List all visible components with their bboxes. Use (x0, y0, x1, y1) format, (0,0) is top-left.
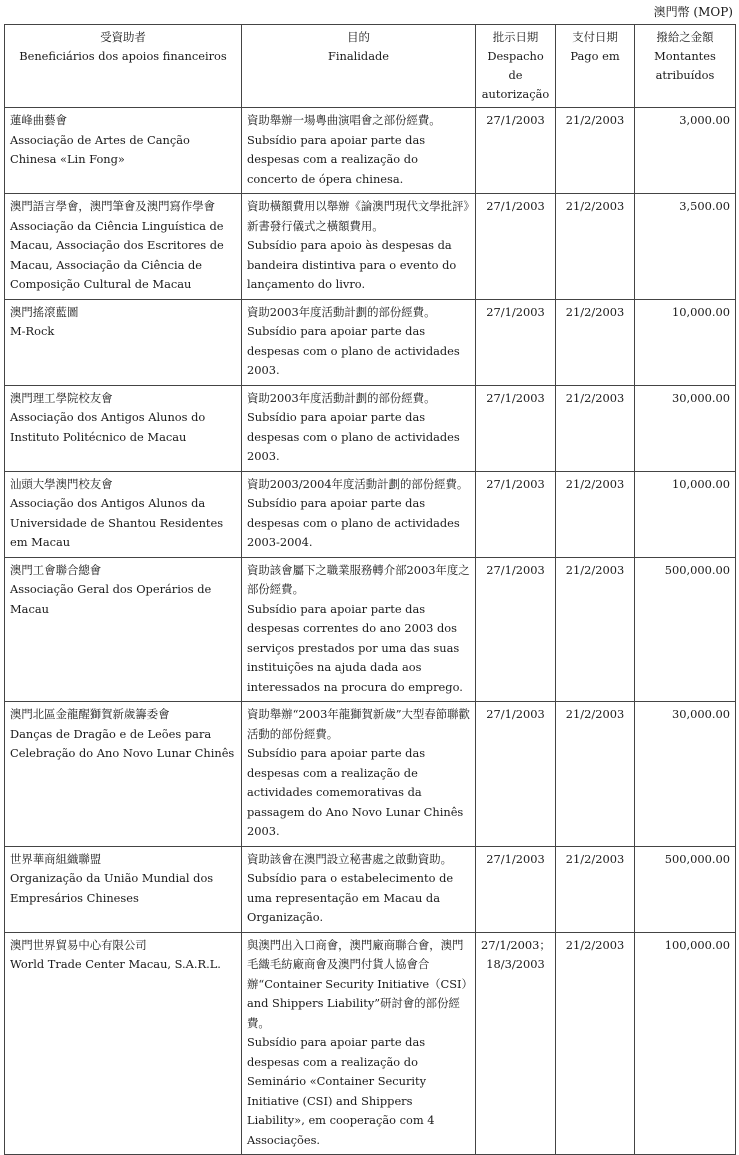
beneficiary-name-pt: M-Rock (10, 324, 55, 338)
amount: 10,000.00 (635, 471, 736, 557)
amount: 10,000.00 (635, 299, 736, 385)
purpose-zh: 資助橫額費用以舉辦《論澳門現代文學批評》新書發行儀式之橫額費用。 (247, 199, 470, 233)
amount: 3,000.00 (635, 108, 736, 194)
payment-date: 21/2/2003 (556, 557, 635, 702)
beneficiary-name-zh: 澳門世界貿易中心有限公司 (10, 937, 147, 952)
approval-date: 27/1/2003 (476, 471, 556, 557)
header-paid-pt: Pago em (570, 49, 620, 63)
beneficiary-name-pt: Organização da União Mundial dos Empresários Chineses (10, 871, 214, 905)
table-row (5, 194, 736, 300)
purpose-zh: 資助2003/2004年度活動計劃的部份經費。 (247, 476, 469, 491)
payment-date: 21/2/2003 (556, 108, 635, 194)
purpose-pt: Subsídio para apoiar parte das despesas com a realização de actividades comemorativas da passagem do Ano Novo Lunar Chinês 2003. (247, 746, 464, 838)
amount: 500,000.00 (635, 557, 736, 702)
purpose-pt: Subsídio para apoiar parte das despesas correntes do ano 2003 dos serviços prestados por uma das suas instituições na ajuda dada aos interessados na procura do emprego. (247, 601, 463, 694)
approval-date: 27/1/2003 (476, 108, 556, 194)
table-row (5, 557, 736, 702)
header-amount (635, 25, 736, 108)
purpose-zh: 資助舉辦一場粵曲演唱會之部份經費。 (247, 113, 441, 127)
header-amount-zh: 撥給之金額 (656, 30, 714, 44)
approval-date: 27/1/2003 (476, 385, 556, 471)
header-purpose (242, 25, 476, 108)
amount: 30,000.00 (635, 385, 736, 471)
table-row (5, 932, 736, 1155)
amount: 3,500.00 (635, 194, 736, 300)
beneficiary-name-zh: 澳門工會聯合總會 (10, 562, 102, 577)
header-beneficiary (5, 25, 242, 108)
beneficiary-name-pt: Associação Geral dos Operários de Macau (10, 582, 212, 616)
payment-date: 21/2/2003 (556, 846, 635, 932)
beneficiary-name-pt: Associação dos Antigos Alunos do Instituto Politécnico de Macau (10, 410, 206, 444)
beneficiary-cell (5, 299, 242, 385)
purpose-pt: Subsídio para apoio às despesas da bandeira distintiva para o evento do lançamento do livro. (247, 238, 457, 291)
purpose-cell (242, 471, 476, 557)
purpose-cell (242, 557, 476, 702)
beneficiary-name-zh: 汕頭大學澳門校友會 (10, 476, 113, 491)
purpose-cell (242, 846, 476, 932)
amount: 100,000.00 (635, 932, 736, 1155)
currency-note: 澳門幣 (MOP) (653, 5, 733, 19)
header-amount-pt: Montantes atribuídos (654, 49, 716, 82)
header-purpose-zh: 目的 (347, 30, 370, 44)
purpose-cell (242, 385, 476, 471)
approval-date: 27/1/2003 (476, 194, 556, 300)
payment-date: 21/2/2003 (556, 932, 635, 1155)
header-approval-pt: Despacho de autorização (481, 49, 550, 101)
beneficiary-cell (5, 702, 242, 847)
purpose-cell (242, 702, 476, 847)
beneficiary-name-pt: Associação de Artes de Canção Chinesa «Lin Fong» (10, 132, 190, 166)
table-row (5, 846, 736, 932)
purpose-zh: 資助該會在澳門設立秘書處之啟動資助。 (247, 851, 453, 866)
grants-table (4, 24, 736, 1155)
beneficiary-name-zh: 澳門北區金龍醒獅賀新歲籌委會 (10, 707, 170, 721)
table-row (5, 385, 736, 471)
beneficiary-cell (5, 557, 242, 702)
purpose-zh: 資助2003年度活動計劃的部份經費。 (247, 304, 436, 319)
approval-date: 27/1/2003 (476, 702, 556, 847)
beneficiary-name-zh: 澳門語言學會，澳門筆會及澳門寫作學會 (10, 199, 216, 213)
approval-date: 27/1/2003 (476, 299, 556, 385)
header-beneficiary-pt: Beneficiários dos apoios financeiros (19, 49, 227, 63)
beneficiary-cell (5, 471, 242, 557)
payment-date: 21/2/2003 (556, 702, 635, 847)
purpose-cell (242, 108, 476, 194)
purpose-zh: 資助2003年度活動計劃的部份經費。 (247, 390, 436, 405)
purpose-pt: Subsídio para apoiar parte das despesas com a realização do concerto de ópera chinesa. (247, 132, 426, 186)
beneficiary-name-pt: Associação da Ciência Linguística de Macau, Associação dos Escritores de Macau, Associação da Ciência de Composição Cultural de Macau (10, 218, 224, 291)
beneficiary-name-pt: Danças de Dragão e de Leões para Celebração do Ano Novo Lunar Chinês (10, 726, 235, 760)
purpose-cell (242, 932, 476, 1155)
approval-date: 27/1/2003 (476, 557, 556, 702)
payment-date: 21/2/2003 (556, 385, 635, 471)
table-header-row (5, 25, 736, 108)
beneficiary-cell (5, 932, 242, 1155)
table-row (5, 471, 736, 557)
header-beneficiary-zh: 受資助者 (100, 30, 146, 44)
beneficiary-name-pt: Associação dos Antigos Alunos da Universidade de Shantou Residentes em Macau (10, 496, 224, 549)
header-paid-zh: 支付日期 (572, 30, 618, 44)
purpose-cell (242, 299, 476, 385)
header-payment-date (556, 25, 635, 108)
header-purpose-pt: Finalidade (327, 49, 390, 63)
beneficiary-cell (5, 385, 242, 471)
approval-date: 27/1/2003 (476, 846, 556, 932)
purpose-cell (242, 194, 476, 300)
header-approval-zh: 批示日期 (492, 30, 539, 44)
beneficiary-name-zh: 澳門搖滾藍圖 (10, 304, 79, 319)
table-row (5, 299, 736, 385)
beneficiary-cell (5, 846, 242, 932)
beneficiary-name-zh: 澳門理工學院校友會 (10, 390, 113, 405)
purpose-zh: 與澳門出入口商會，澳門廠商聯合會，澳門毛織毛紡廠商會及澳門付貨人協會合辦“Container Security Initiative（CSI）and Shippers Liability”研討會的部份經費。 (247, 937, 468, 1030)
purpose-pt: Subsídio para apoiar parte das despesas com o plano de actividades 2003-2004. (247, 496, 460, 549)
beneficiary-cell (5, 194, 242, 300)
table-row (5, 702, 736, 847)
beneficiary-name-zh: 蓮峰曲藝會 (10, 113, 67, 127)
payment-date: 21/2/2003 (556, 471, 635, 557)
beneficiary-name-zh: 世界華商組織聯盟 (10, 851, 102, 866)
beneficiary-name-pt: World Trade Center Macau, S.A.R.L. (10, 957, 221, 971)
amount: 30,000.00 (635, 702, 736, 847)
purpose-pt: Subsídio para o estabelecimento de uma representação em Macau da Organização. (247, 871, 454, 924)
purpose-pt: Subsídio para apoiar parte das despesas com o plano de actividades 2003. (247, 324, 460, 377)
amount: 500,000.00 (635, 846, 736, 932)
purpose-pt: Subsídio para apoiar parte das despesas com o plano de actividades 2003. (247, 410, 460, 463)
payment-date: 21/2/2003 (556, 299, 635, 385)
table-row (5, 108, 736, 194)
payment-date: 21/2/2003 (556, 194, 635, 300)
header-approval-date (476, 25, 556, 108)
beneficiary-cell (5, 108, 242, 194)
purpose-zh: 資助該會屬下之職業服務轉介部2003年度之部份經費。 (247, 562, 470, 596)
purpose-pt: Subsídio para apoiar parte das despesas com a realização do Seminário «Container Security Initiative (CSI) and Shippers Liability», em cooperação com 4 Associações. (247, 1035, 435, 1147)
approval-date: 27/1/2003；18/3/2003 (476, 932, 556, 1155)
purpose-zh: 資助舉辦“2003年龍獅賀新歲”大型春節聯歡活動的部份經費。 (247, 707, 470, 741)
